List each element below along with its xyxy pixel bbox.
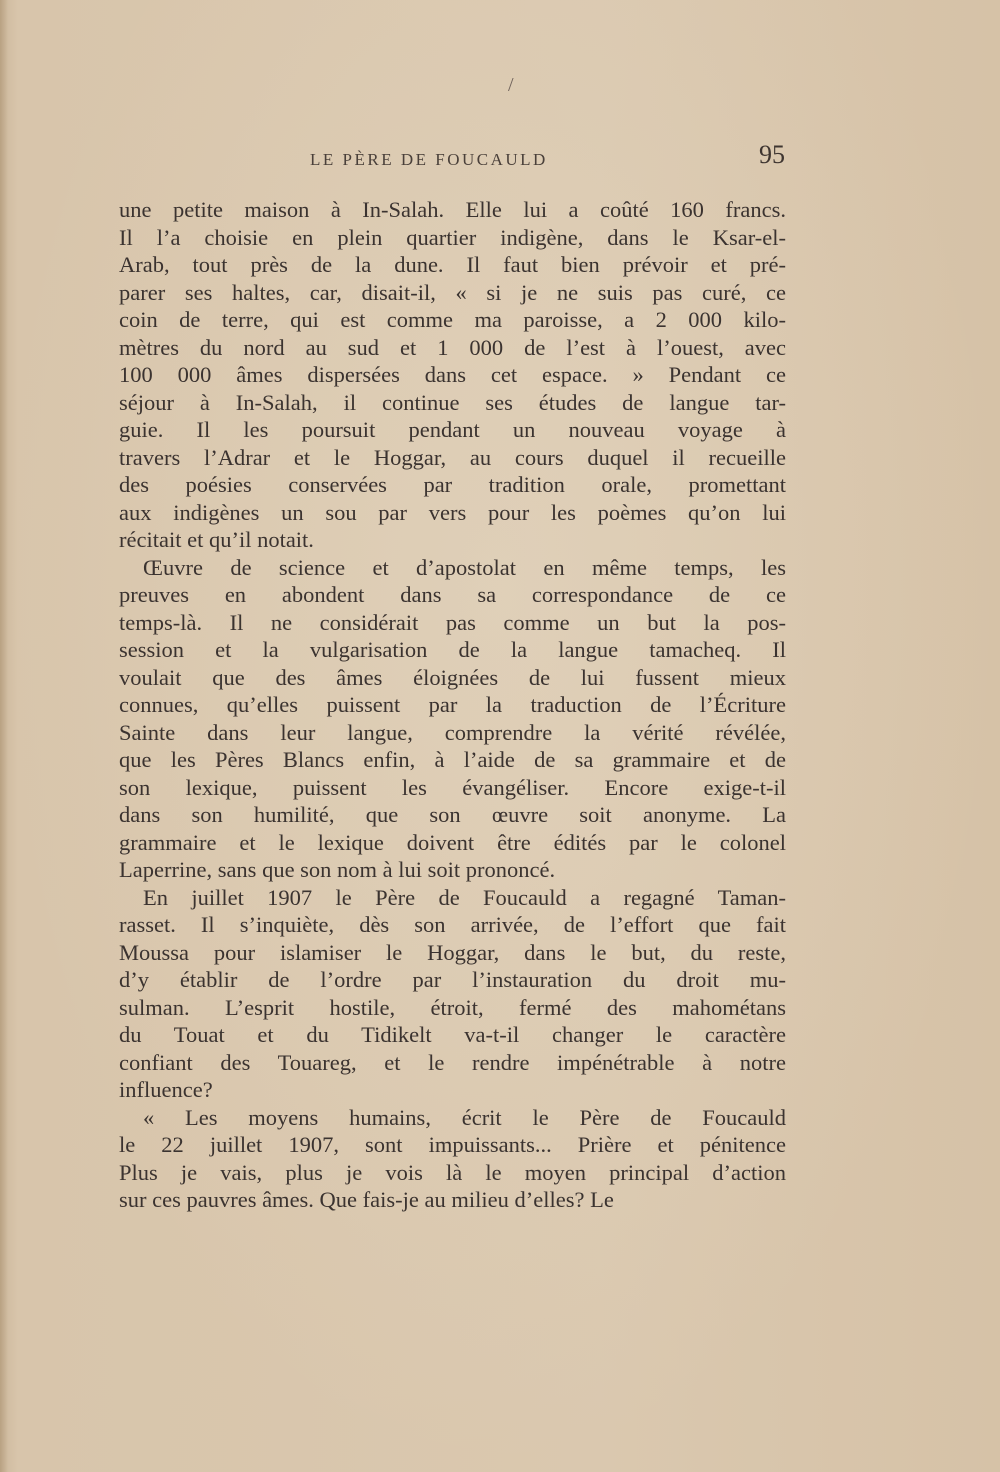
- text-line: grammaire et le lexique doivent être édités par le colonel: [119, 829, 786, 855]
- text-line: Œuvre de science et d’apostolat en même temps, les: [143, 554, 786, 580]
- text-line: sulman. L’esprit hostile, étroit, fermé des mahométans: [119, 994, 786, 1020]
- text-line: Sainte dans leur langue, comprendre la vérité révélée,: [119, 719, 786, 745]
- text-line: Il l’a choisie en plein quartier indigène, dans le Ksar-el-: [119, 224, 786, 250]
- text-line: Moussa pour islamiser le Hoggar, dans le but, du reste,: [119, 939, 786, 965]
- paragraph: [119, 196, 786, 554]
- text-line: des poésies conservées par tradition orale, promettant: [119, 472, 786, 497]
- binding-edge: [0, 0, 8, 1472]
- text-line: parer ses haltes, car, disait-il, « si je ne suis pas curé, ce: [119, 279, 786, 305]
- text-line: Plus je vais, plus je vois là le moyen principal d’action: [119, 1159, 786, 1185]
- text-line: rasset. Il s’inquiète, dès son arrivée, de l’effort que fait: [119, 912, 786, 937]
- text-line: séjour à In-Salah, il continue ses études de langue tar-: [119, 389, 786, 415]
- text-line: que les Pères Blancs enfin, à l’aide de sa grammaire et de: [119, 747, 786, 772]
- text-line: dans son humilité, que son œuvre soit anonyme. La: [119, 802, 786, 827]
- text-line: session et la vulgarisation de la langue tamacheq. Il: [119, 637, 786, 662]
- text-line: « Les moyens humains, écrit le Père de Foucauld: [143, 1104, 786, 1130]
- text-line: du Touat et du Tidikelt va-t-il changer le caractère: [119, 1022, 786, 1047]
- text-line: son lexique, puissent les évangéliser. Encore exige-t-il: [119, 774, 786, 800]
- text-line: travers l’Adrar et le Hoggar, au cours duquel il recueille: [119, 444, 786, 470]
- text-line: une petite maison à In-Salah. Elle lui a coûté 160 francs.: [119, 197, 786, 222]
- text-line: En juillet 1907 le Père de Foucauld a regagné Taman-: [143, 884, 786, 910]
- text-line: guie. Il les poursuit pendant un nouveau voyage à: [119, 417, 786, 442]
- text-line: récitait et qu’il notait.: [119, 527, 314, 552]
- stray-mark: /: [508, 74, 514, 96]
- paragraph: [119, 554, 786, 884]
- text-line: mètres du nord au sud et 1 000 de l’est à l’ouest, avec: [119, 334, 786, 360]
- text-line: influence?: [119, 1077, 213, 1102]
- running-head: [120, 140, 785, 176]
- text-line: connues, qu’elles puissent par la traduction de l’Écriture: [119, 692, 786, 717]
- paragraph: [119, 884, 786, 1104]
- text-line: preuves en abondent dans sa correspondance de ce: [119, 582, 786, 607]
- body-text: [119, 196, 786, 1214]
- text-line: coin de terre, qui est comme ma paroisse, a 2 000 kilo-: [119, 307, 786, 332]
- text-line: sur ces pauvres âmes. Que fais-je au milieu d’elles? Le: [119, 1187, 614, 1212]
- text-line: temps-là. Il ne considérait pas comme un but la pos-: [119, 609, 786, 635]
- text-line: d’y établir de l’ordre par l’instauration du droit mu-: [119, 967, 786, 992]
- text-line: aux indigènes un sou par vers pour les poèmes qu’on lui: [119, 499, 786, 525]
- paragraph: [119, 1104, 786, 1214]
- text-line: Arab, tout près de la dune. Il faut bien prévoir et pré-: [119, 252, 786, 277]
- text-line: voulait que des âmes éloignées de lui fussent mieux: [119, 664, 786, 690]
- text-line: confiant des Touareg, et le rendre impénétrable à notre: [119, 1049, 786, 1075]
- text-line: le 22 juillet 1907, sont impuissants... Prière et pénitence: [119, 1132, 786, 1157]
- running-title: LE PÈRE DE FOUCAULD: [310, 150, 548, 169]
- text-line: Laperrine, sans que son nom à lui soit prononcé.: [119, 857, 556, 882]
- page-number: 95: [759, 140, 785, 169]
- text-line: 100 000 âmes dispersées dans cet espace. » Pendant ce: [119, 362, 786, 387]
